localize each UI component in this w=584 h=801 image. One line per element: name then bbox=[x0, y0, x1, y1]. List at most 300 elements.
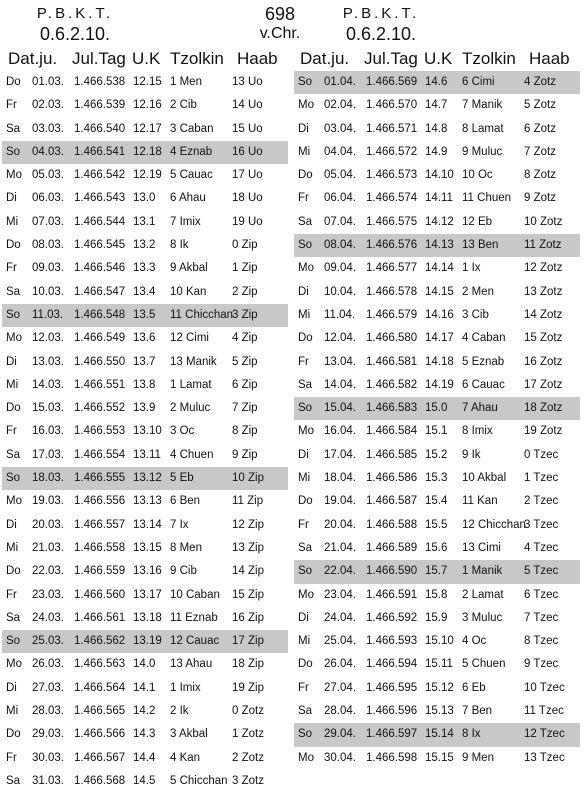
weekday-cell: Sa bbox=[6, 122, 21, 135]
right-column-table bbox=[294, 47, 580, 770]
date-cell: 15.03. bbox=[32, 402, 64, 415]
julian-day-cell: 1.466.546 bbox=[74, 262, 126, 275]
right-rows bbox=[294, 71, 580, 770]
uk-cell: 14.2 bbox=[133, 705, 156, 718]
weekday-cell: Fr bbox=[6, 751, 17, 764]
tzolkin-cell: 1 Imix bbox=[170, 681, 201, 694]
weekday-cell: Fr bbox=[298, 518, 309, 531]
uk-column-heading: U.K bbox=[132, 49, 161, 68]
julian-day-cell: 1.466.538 bbox=[74, 76, 126, 88]
tzolkin-cell: 10 Kan bbox=[170, 285, 207, 298]
weekday-cell: Mo bbox=[6, 332, 22, 345]
date-cell: 12.03. bbox=[32, 332, 64, 345]
haab-cell: 3 Zotz bbox=[232, 774, 264, 787]
uk-cell: 15.0 bbox=[425, 402, 448, 415]
tzolkin-cell: 2 Men bbox=[462, 285, 494, 298]
date-cell: 10.03. bbox=[32, 285, 64, 298]
table-row bbox=[2, 560, 288, 583]
julian-day-cell: 1.466.543 bbox=[74, 192, 126, 205]
weekday-cell: Di bbox=[298, 448, 309, 461]
haab-cell: 6 Tzec bbox=[524, 588, 559, 601]
weekday-cell: Mi bbox=[6, 705, 19, 718]
date-cell: 27.03. bbox=[32, 681, 64, 694]
left-long-count: 0.6.2.10. bbox=[39, 24, 111, 44]
date-cell: 09.03. bbox=[32, 262, 64, 275]
haab-cell: 1 Zotz bbox=[232, 728, 264, 741]
julian-day-cell: 1.466.594 bbox=[366, 658, 418, 671]
uk-cell: 14.17 bbox=[425, 332, 454, 345]
tzolkin-cell: 12 Chicchan bbox=[462, 518, 526, 531]
julian-day-cell: 1.466.592 bbox=[366, 611, 418, 624]
uk-cell: 13.13 bbox=[133, 495, 162, 508]
tzolkin-cell: 5 Eb bbox=[170, 472, 194, 485]
uk-cell: 15.8 bbox=[425, 588, 448, 601]
uk-cell: 13.19 bbox=[133, 635, 162, 648]
julian-day-cell: 1.466.552 bbox=[74, 402, 126, 415]
haab-cell: 12 Tzec bbox=[524, 728, 565, 741]
uk-cell: 13.4 bbox=[133, 285, 156, 298]
uk-cell: 15.13 bbox=[425, 705, 454, 718]
weekday-cell: Fr bbox=[298, 192, 309, 205]
date-cell: 30.03. bbox=[32, 751, 64, 764]
tzolkin-cell: 12 Cauac bbox=[170, 635, 220, 648]
uk-cell: 14.5 bbox=[133, 774, 156, 787]
haab-cell: 8 Tzec bbox=[524, 635, 559, 648]
haab-cell: 17 Zip bbox=[232, 635, 264, 648]
weekday-cell: Mi bbox=[298, 145, 311, 158]
haab-cell: 11 Zotz bbox=[524, 239, 562, 252]
weekday-cell: Do bbox=[6, 76, 21, 88]
weekday-cell: Mo bbox=[6, 495, 22, 508]
year-number: 698 bbox=[264, 4, 296, 24]
uk-cell: 15.15 bbox=[425, 751, 454, 764]
table-row bbox=[294, 537, 580, 560]
julian-day-cell: 1.466.542 bbox=[74, 169, 126, 182]
julian-day-cell: 1.466.566 bbox=[74, 728, 126, 741]
weekday-cell: Fr bbox=[298, 355, 309, 368]
weekday-cell: Mo bbox=[298, 588, 314, 601]
date-cell: 13.04. bbox=[324, 355, 356, 368]
tzolkin-cell: 7 Ahau bbox=[462, 402, 498, 415]
weekday-cell: Mi bbox=[6, 215, 19, 228]
julian-day-cell: 1.466.582 bbox=[366, 378, 418, 391]
table-row bbox=[2, 770, 288, 793]
uk-cell: 13.0 bbox=[133, 192, 156, 205]
weekday-cell: Do bbox=[6, 728, 21, 741]
date-cell: 25.04. bbox=[324, 635, 356, 648]
tzolkin-column-heading: Tzolkin bbox=[462, 49, 516, 68]
table-row bbox=[2, 327, 288, 350]
date-cell: 18.04. bbox=[324, 472, 356, 485]
table-row bbox=[294, 420, 580, 443]
tzolkin-cell: 3 Akbal bbox=[170, 728, 208, 741]
weekday-cell: So bbox=[298, 728, 313, 741]
uk-cell: 13.11 bbox=[133, 448, 161, 461]
date-cell: 28.03. bbox=[32, 705, 64, 718]
table-row bbox=[2, 304, 288, 327]
table-row bbox=[2, 537, 288, 560]
uk-cell: 13.10 bbox=[133, 425, 162, 438]
date-cell: 14.04. bbox=[324, 378, 356, 391]
tzolkin-cell: 11 Kan bbox=[462, 495, 498, 508]
uk-cell: 13.6 bbox=[133, 332, 156, 345]
table-row bbox=[294, 677, 580, 700]
weekday-cell: Sa bbox=[298, 541, 313, 554]
julian-day-cell: 1.466.586 bbox=[366, 472, 418, 485]
haab-cell: 13 Zip bbox=[232, 541, 264, 554]
julian-day-cell: 1.466.595 bbox=[366, 681, 418, 694]
date-cell: 19.03. bbox=[32, 495, 64, 508]
uk-cell: 14.3 bbox=[133, 728, 156, 741]
uk-cell: 14.19 bbox=[425, 378, 454, 391]
weekday-cell: So bbox=[6, 308, 21, 321]
julian-day-cell: 1.466.547 bbox=[74, 285, 126, 298]
date-cell: 22.03. bbox=[32, 565, 64, 578]
haab-cell: 8 Zip bbox=[232, 425, 258, 438]
tzolkin-cell: 9 Muluc bbox=[462, 145, 503, 158]
haab-cell: 9 Zotz bbox=[524, 192, 556, 205]
table-row bbox=[2, 118, 288, 141]
julian-day-cell: 1.466.549 bbox=[74, 332, 126, 345]
julian-day-cell: 1.466.544 bbox=[74, 215, 126, 228]
uk-cell: 12.17 bbox=[133, 122, 162, 135]
julian-day-cell: 1.466.555 bbox=[74, 472, 126, 485]
date-cell: 09.04. bbox=[324, 262, 356, 275]
julian-day-cell: 1.466.598 bbox=[366, 751, 418, 764]
date-cell: 07.03. bbox=[32, 215, 64, 228]
haab-cell: 8 Zotz bbox=[524, 169, 556, 182]
date-cell: 25.03. bbox=[32, 635, 64, 648]
date-cell: 12.04. bbox=[324, 332, 356, 345]
tzolkin-cell: 7 Imix bbox=[170, 215, 201, 228]
date-cell: 16.04. bbox=[324, 425, 356, 438]
uk-cell: 13.3 bbox=[133, 262, 156, 275]
date-cell: 10.04. bbox=[324, 285, 356, 298]
uk-cell: 15.14 bbox=[425, 728, 454, 741]
weekday-cell: So bbox=[298, 239, 313, 252]
tzolkin-cell: 11 Chicchan bbox=[170, 308, 234, 321]
haab-cell: 6 Zip bbox=[232, 378, 258, 391]
date-cell: 29.03. bbox=[32, 728, 64, 741]
julian-day-cell: 1.466.593 bbox=[366, 635, 418, 648]
weekday-cell: Mo bbox=[298, 425, 314, 438]
table-row bbox=[294, 211, 580, 234]
table-row bbox=[294, 187, 580, 210]
weekday-cell: Do bbox=[6, 565, 21, 578]
haab-cell: 0 Zip bbox=[232, 239, 258, 252]
uk-cell: 14.7 bbox=[425, 99, 448, 112]
haab-cell: 2 Tzec bbox=[524, 495, 559, 508]
weekday-cell: So bbox=[6, 635, 21, 648]
date-cell: 20.04. bbox=[324, 518, 356, 531]
weekday-cell: Di bbox=[6, 681, 17, 694]
haab-cell: 12 Zotz bbox=[524, 262, 563, 275]
table-row bbox=[294, 490, 580, 513]
haab-cell: 2 Zip bbox=[232, 285, 258, 298]
weekday-cell: Do bbox=[298, 332, 313, 345]
weekday-cell: Do bbox=[298, 169, 313, 182]
table-row bbox=[294, 607, 580, 630]
uk-cell: 14.4 bbox=[133, 751, 156, 764]
date-cell: 11.04. bbox=[324, 308, 356, 321]
uk-cell: 15.9 bbox=[425, 611, 448, 624]
tzolkin-cell: 2 Ik bbox=[170, 705, 189, 718]
uk-cell: 15.4 bbox=[425, 495, 448, 508]
uk-cell: 14.15 bbox=[425, 285, 454, 298]
table-row bbox=[2, 723, 288, 746]
julian-day-cell: 1.466.573 bbox=[366, 169, 418, 182]
table-row bbox=[2, 397, 288, 420]
tzolkin-cell: 12 Eb bbox=[462, 215, 493, 228]
tzolkin-cell: 13 Ben bbox=[462, 239, 499, 252]
weekday-cell: Sa bbox=[6, 774, 21, 787]
uk-cell: 12.19 bbox=[133, 169, 162, 182]
tzolkin-cell: 6 Eb bbox=[462, 681, 486, 694]
julian-day-cell: 1.466.577 bbox=[366, 262, 418, 275]
julian-day-cell: 1.466.580 bbox=[366, 332, 418, 345]
uk-cell: 13.17 bbox=[133, 588, 162, 601]
weekday-cell: Mo bbox=[6, 169, 22, 182]
uk-cell: 13.8 bbox=[133, 378, 156, 391]
table-row bbox=[294, 397, 580, 420]
julian-day-cell: 1.466.550 bbox=[74, 355, 126, 368]
date-cell: 22.04. bbox=[324, 565, 356, 578]
weekday-cell: So bbox=[298, 565, 313, 578]
table-row bbox=[294, 374, 580, 397]
date-cell: 11.03. bbox=[32, 308, 64, 321]
julian-day-cell: 1.466.567 bbox=[74, 751, 126, 764]
tzolkin-cell: 10 Oc bbox=[462, 169, 493, 182]
uk-cell: 14.0 bbox=[133, 658, 156, 671]
uk-cell: 13.12 bbox=[133, 472, 162, 485]
tzolkin-cell: 2 Muluc bbox=[170, 402, 211, 415]
weekday-cell: So bbox=[298, 76, 313, 88]
uk-cell: 14.8 bbox=[425, 122, 448, 135]
table-row bbox=[2, 677, 288, 700]
weekday-cell: Di bbox=[298, 611, 309, 624]
table-row bbox=[2, 514, 288, 537]
haab-cell: 0 Zotz bbox=[232, 705, 264, 718]
date-cell: 24.04. bbox=[324, 611, 356, 624]
julian-day-cell: 1.466.584 bbox=[366, 425, 418, 438]
haab-cell: 1 Tzec bbox=[524, 472, 559, 485]
tzolkin-cell: 6 Ben bbox=[170, 495, 201, 508]
table-row bbox=[294, 94, 580, 117]
uk-cell: 13.1 bbox=[133, 215, 156, 228]
table-row bbox=[2, 374, 288, 397]
left-rows bbox=[2, 71, 288, 793]
haab-cell: 9 Zip bbox=[232, 448, 258, 461]
date-cell: 20.03. bbox=[32, 518, 64, 531]
haab-cell: 16 Zotz bbox=[524, 355, 563, 368]
weekday-cell: Mi bbox=[6, 541, 19, 554]
table-row bbox=[294, 444, 580, 467]
weekday-cell: Mi bbox=[298, 308, 311, 321]
table-row bbox=[2, 164, 288, 187]
uk-cell: 15.10 bbox=[425, 635, 454, 648]
weekday-cell: So bbox=[6, 145, 21, 158]
date-cell: 15.04. bbox=[324, 402, 356, 415]
haab-cell: 17 Uo bbox=[232, 169, 263, 182]
julian-day-cell: 1.466.597 bbox=[366, 728, 418, 741]
tzolkin-cell: 5 Eznab bbox=[462, 355, 505, 368]
julian-day-column-heading: Jul.Tag bbox=[72, 49, 126, 68]
tzolkin-cell: 9 Men bbox=[462, 751, 494, 764]
haab-cell: 16 Zip bbox=[232, 611, 264, 624]
weekday-cell: Sa bbox=[298, 215, 313, 228]
date-cell: 01.04. bbox=[324, 76, 356, 88]
haab-cell: 5 Tzec bbox=[524, 565, 559, 578]
julian-day-cell: 1.466.553 bbox=[74, 425, 126, 438]
date-cell: 18.03. bbox=[32, 472, 64, 485]
haab-cell: 9 Tzec bbox=[524, 658, 559, 671]
date-cell: 05.04. bbox=[324, 169, 356, 182]
julian-day-cell: 1.466.587 bbox=[366, 495, 418, 508]
left-column-header bbox=[2, 47, 288, 71]
julian-day-column-heading: Jul.Tag bbox=[364, 49, 418, 68]
haab-cell: 5 Zip bbox=[232, 355, 258, 368]
haab-cell: 18 Zip bbox=[232, 658, 264, 671]
haab-cell: 15 Zip bbox=[232, 588, 264, 601]
date-cell: 19.04. bbox=[324, 495, 356, 508]
haab-cell: 14 Zip bbox=[232, 565, 264, 578]
weekday-cell: Mi bbox=[6, 378, 19, 391]
weekday-cell: Mo bbox=[298, 99, 314, 112]
date-cell: 21.04. bbox=[324, 541, 356, 554]
haab-cell: 16 Uo bbox=[232, 145, 263, 158]
julian-day-cell: 1.466.568 bbox=[74, 774, 126, 787]
haab-cell: 3 Zip bbox=[232, 308, 258, 321]
tzolkin-cell: 2 Lamat bbox=[462, 588, 504, 601]
uk-cell: 14.1 bbox=[133, 681, 156, 694]
haab-cell: 15 Uo bbox=[232, 122, 263, 135]
right-column-header bbox=[294, 47, 580, 71]
date-cell: 17.04. bbox=[324, 448, 356, 461]
julian-day-cell: 1.466.585 bbox=[366, 448, 418, 461]
haab-cell: 11 Tzec bbox=[524, 705, 564, 718]
julian-day-cell: 1.466.588 bbox=[366, 518, 418, 531]
table-row bbox=[294, 71, 580, 94]
weekday-cell: Do bbox=[298, 658, 313, 671]
table-row bbox=[2, 257, 288, 280]
uk-cell: 14.13 bbox=[425, 239, 454, 252]
table-row bbox=[294, 304, 580, 327]
uk-cell: 14.18 bbox=[425, 355, 454, 368]
julian-day-cell: 1.466.539 bbox=[74, 99, 126, 112]
uk-cell: 13.2 bbox=[133, 239, 156, 252]
haab-cell: 4 Zip bbox=[232, 332, 258, 345]
date-column-heading: Dat.ju. bbox=[300, 49, 350, 68]
date-cell: 04.04. bbox=[324, 145, 356, 158]
table-row bbox=[294, 514, 580, 537]
date-cell: 26.03. bbox=[32, 658, 64, 671]
weekday-cell: Sa bbox=[6, 611, 21, 624]
tzolkin-cell: 1 Men bbox=[170, 76, 202, 88]
date-cell: 05.03. bbox=[32, 169, 64, 182]
tzolkin-cell: 6 Cimi bbox=[462, 76, 495, 88]
tzolkin-cell: 9 Cib bbox=[170, 565, 197, 578]
table-row bbox=[2, 187, 288, 210]
julian-day-cell: 1.466.574 bbox=[366, 192, 418, 205]
table-row bbox=[294, 141, 580, 164]
weekday-cell: Fr bbox=[6, 425, 17, 438]
tzolkin-cell: 4 Eznab bbox=[170, 145, 213, 158]
uk-cell: 15.6 bbox=[425, 541, 448, 554]
julian-day-cell: 1.466.541 bbox=[74, 145, 126, 158]
julian-day-cell: 1.466.540 bbox=[74, 122, 126, 135]
tzolkin-cell: 13 Cimi bbox=[462, 541, 501, 554]
julian-day-cell: 1.466.563 bbox=[74, 658, 126, 671]
haab-cell: 13 Uo bbox=[232, 76, 263, 88]
date-cell: 30.04. bbox=[324, 751, 356, 764]
table-row bbox=[2, 653, 288, 676]
tzolkin-cell: 7 Ix bbox=[170, 518, 189, 531]
uk-cell: 14.6 bbox=[425, 76, 448, 88]
haab-cell: 13 Tzec bbox=[524, 751, 565, 764]
haab-cell: 17 Zotz bbox=[524, 378, 563, 391]
left-column-table bbox=[2, 47, 288, 793]
date-cell: 14.03. bbox=[32, 378, 64, 391]
weekday-cell: Di bbox=[298, 285, 309, 298]
uk-cell: 13.18 bbox=[133, 611, 162, 624]
haab-cell: 13 Zotz bbox=[524, 285, 563, 298]
tzolkin-cell: 9 Ik bbox=[462, 448, 481, 461]
weekday-cell: Di bbox=[6, 192, 17, 205]
uk-cell: 13.16 bbox=[133, 565, 162, 578]
uk-cell: 15.5 bbox=[425, 518, 448, 531]
uk-cell: 13.14 bbox=[133, 518, 162, 531]
haab-cell: 10 Tzec bbox=[524, 681, 565, 694]
tzolkin-cell: 5 Cauac bbox=[170, 169, 213, 182]
julian-day-cell: 1.466.556 bbox=[74, 495, 126, 508]
weekday-cell: Do bbox=[298, 495, 313, 508]
weekday-cell: Mo bbox=[298, 262, 314, 275]
tzolkin-cell: 11 Eznab bbox=[170, 611, 218, 624]
uk-cell: 12.18 bbox=[133, 145, 162, 158]
weekday-cell: Di bbox=[6, 355, 17, 368]
table-row bbox=[2, 94, 288, 117]
tzolkin-cell: 2 Cib bbox=[170, 99, 197, 112]
haab-cell: 11 Zip bbox=[232, 495, 264, 508]
tzolkin-cell: 7 Ben bbox=[462, 705, 493, 718]
table-row bbox=[2, 351, 288, 374]
julian-day-cell: 1.466.572 bbox=[366, 145, 418, 158]
uk-cell: 12.15 bbox=[133, 76, 162, 88]
haab-cell: 7 Tzec bbox=[524, 611, 559, 624]
tzolkin-cell: 13 Ahau bbox=[170, 658, 213, 671]
julian-day-cell: 1.466.559 bbox=[74, 565, 126, 578]
table-row bbox=[2, 71, 288, 94]
date-cell: 03.04. bbox=[324, 122, 356, 135]
date-cell: 28.04. bbox=[324, 705, 356, 718]
table-row bbox=[294, 351, 580, 374]
julian-day-cell: 1.466.554 bbox=[74, 448, 126, 461]
julian-day-cell: 1.466.545 bbox=[74, 239, 126, 252]
weekday-cell: Do bbox=[6, 239, 21, 252]
weekday-cell: So bbox=[6, 472, 21, 485]
tzolkin-cell: 12 Cimi bbox=[170, 332, 209, 345]
date-cell: 21.03. bbox=[32, 541, 64, 554]
julian-day-cell: 1.466.561 bbox=[74, 611, 126, 624]
julian-day-cell: 1.466.575 bbox=[366, 215, 418, 228]
table-row bbox=[294, 467, 580, 490]
haab-cell: 10 Zip bbox=[232, 472, 264, 485]
uk-cell: 13.5 bbox=[133, 308, 156, 321]
tzolkin-cell: 10 Caban bbox=[170, 588, 220, 601]
date-cell: 29.04. bbox=[324, 728, 356, 741]
tzolkin-cell: 1 Ix bbox=[462, 262, 481, 275]
table-row bbox=[294, 281, 580, 304]
